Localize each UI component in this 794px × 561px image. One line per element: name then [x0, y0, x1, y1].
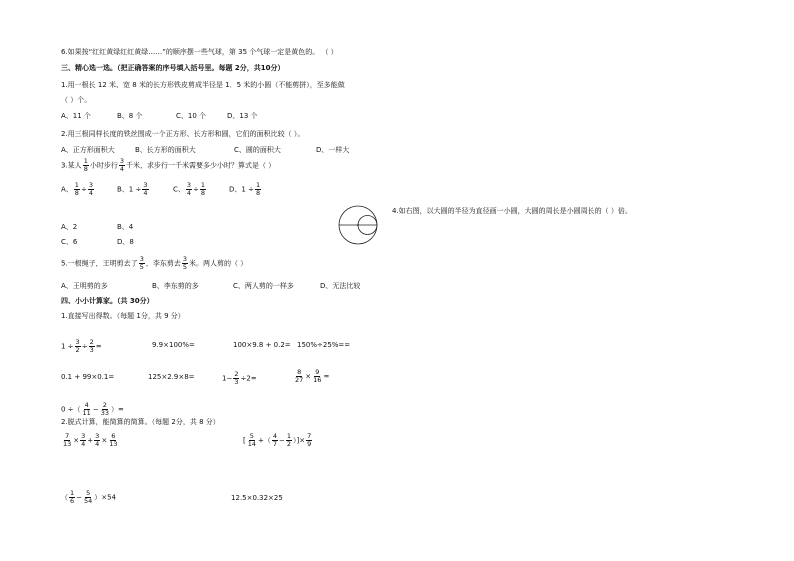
q4-option-d: D、8	[117, 238, 134, 246]
q1-blank: （ ）个。	[61, 96, 92, 104]
q3-option-c: C、 $\frac{3}{4}$ ÷ $\frac{1}{8}$	[173, 181, 206, 197]
fraction: $\frac{1}{8}$	[83, 157, 88, 173]
calc-c2: [ $\frac{5}{14}$ +（ $\frac{4}{7}$ − $\frac{1}{2}$ ）]× $\frac{7}{9}$	[243, 432, 312, 448]
q2-option-a: A、正方形面积大	[61, 146, 115, 154]
q1-text: 1.用一根长 12 米、宽 8 米的长方形铁皮剪成半径是 1．5 米的小圆（不能剪拼），至多能做	[61, 81, 345, 89]
calc-r2-b: 125×2.9×8=	[148, 373, 195, 381]
calc-r2-d: $\frac{8}{27}$ × $\frac{9}{16}$ =	[295, 368, 330, 384]
calc-c3: （ $\frac{1}{6}$ − $\frac{5}{54}$ ）×54	[61, 489, 117, 505]
calc-r2-a: 0.1 + 99×0.1=	[61, 373, 115, 381]
q1-option-b: B、8 个	[117, 112, 143, 120]
q4-option-c: C、6	[61, 238, 78, 246]
q1-option-a: A、11 个	[61, 112, 91, 120]
q3-text: 3.某人 $\frac{1}{8}$ 小时步行 $\frac{3}{4}$ 千米，求步行一千米需要多少小时？算式是（ ）	[61, 157, 276, 173]
q5-option-d: D、无法比较	[320, 282, 361, 290]
section-3-title: 三、精心选一选。（把正确答案的序号填入括号里。每题 2分，共10分）	[61, 64, 285, 72]
calc-c1: $\frac{7}{13}$ × $\frac{3}{4}$ + $\frac{3}{4}$ × $\frac{6}{13}$	[63, 432, 118, 448]
q1-option-d: D、13 个	[227, 112, 258, 120]
q4-text: 4.如右图，以大圆的半径为直径画一小圆，大圆的周长是小圆周长的（ ）倍。	[392, 207, 632, 215]
center-point	[357, 224, 359, 226]
q2-option-b: B、长方形的面积大	[135, 146, 196, 154]
section-4-sub1: 1.直接写出得数。（每题 1分，共 9 分）	[61, 312, 185, 320]
calc-r2-c: 1− $\frac{2}{3}$ ÷2=	[222, 370, 257, 386]
question-6-prev: 6.如果按“红红黄绿红红黄绿……”的顺序摆一些气球，第 35 个气球一定是黄色的。 （ ）	[61, 48, 338, 56]
calc-r1-c: 100×9.8 + 0.2=	[233, 341, 291, 349]
calc-c4: 12.5×0.32×25	[231, 494, 283, 502]
calc-r1-a: 1 ÷ $\frac{3}{2}$ ÷ $\frac{2}{3}$ =	[61, 338, 102, 354]
q5-option-c: C、两人剪的一样多	[233, 282, 294, 290]
q3-option-d: D、1 ÷ $\frac{1}{8}$	[229, 181, 261, 197]
calc-r3: 0 ÷（ $\frac{4}{11}$ − $\frac{2}{33}$ ）=	[61, 401, 124, 417]
q3-option-b: B、1 ÷ $\frac{3}{4}$	[117, 181, 148, 197]
fraction: $\frac{3}{4}$	[119, 157, 124, 173]
circle-figure	[337, 204, 379, 246]
q4-option-a: A、2	[61, 223, 78, 231]
q2-text: 2.用三根同样长度的铁丝围成一个正方形、长方形和圆，它们的面积比较（ ）。	[61, 130, 305, 138]
q4-option-b: B、4	[117, 223, 134, 231]
q5-text: 5.一根绳子，王明剪去了 $\frac{3}{5}$ ，李东剪去 $\frac{3}{5}$ 米。两人剪的（ ）	[61, 255, 248, 271]
calc-r1-b: 9.9×100%=	[152, 341, 195, 349]
q3-option-a: A、 $\frac{1}{8}$ ÷ $\frac{3}{4}$	[61, 181, 93, 197]
q5-option-b: B、李东剪的多	[152, 282, 199, 290]
q2-option-c: C、圆的面积大	[234, 146, 281, 154]
q2-option-d: D、一样大	[316, 146, 350, 154]
q1-option-c: C、10 个	[176, 112, 207, 120]
section-4-sub2: 2.脱式计算，能简算的简算。（每题 2分，共 8 分）	[61, 418, 220, 426]
calc-r1-d: 150%÷25%==	[297, 341, 351, 349]
q5-option-a: A、王明剪的多	[61, 282, 108, 290]
section-4-title: 四、小小计算家。（共 30分）	[61, 297, 154, 305]
